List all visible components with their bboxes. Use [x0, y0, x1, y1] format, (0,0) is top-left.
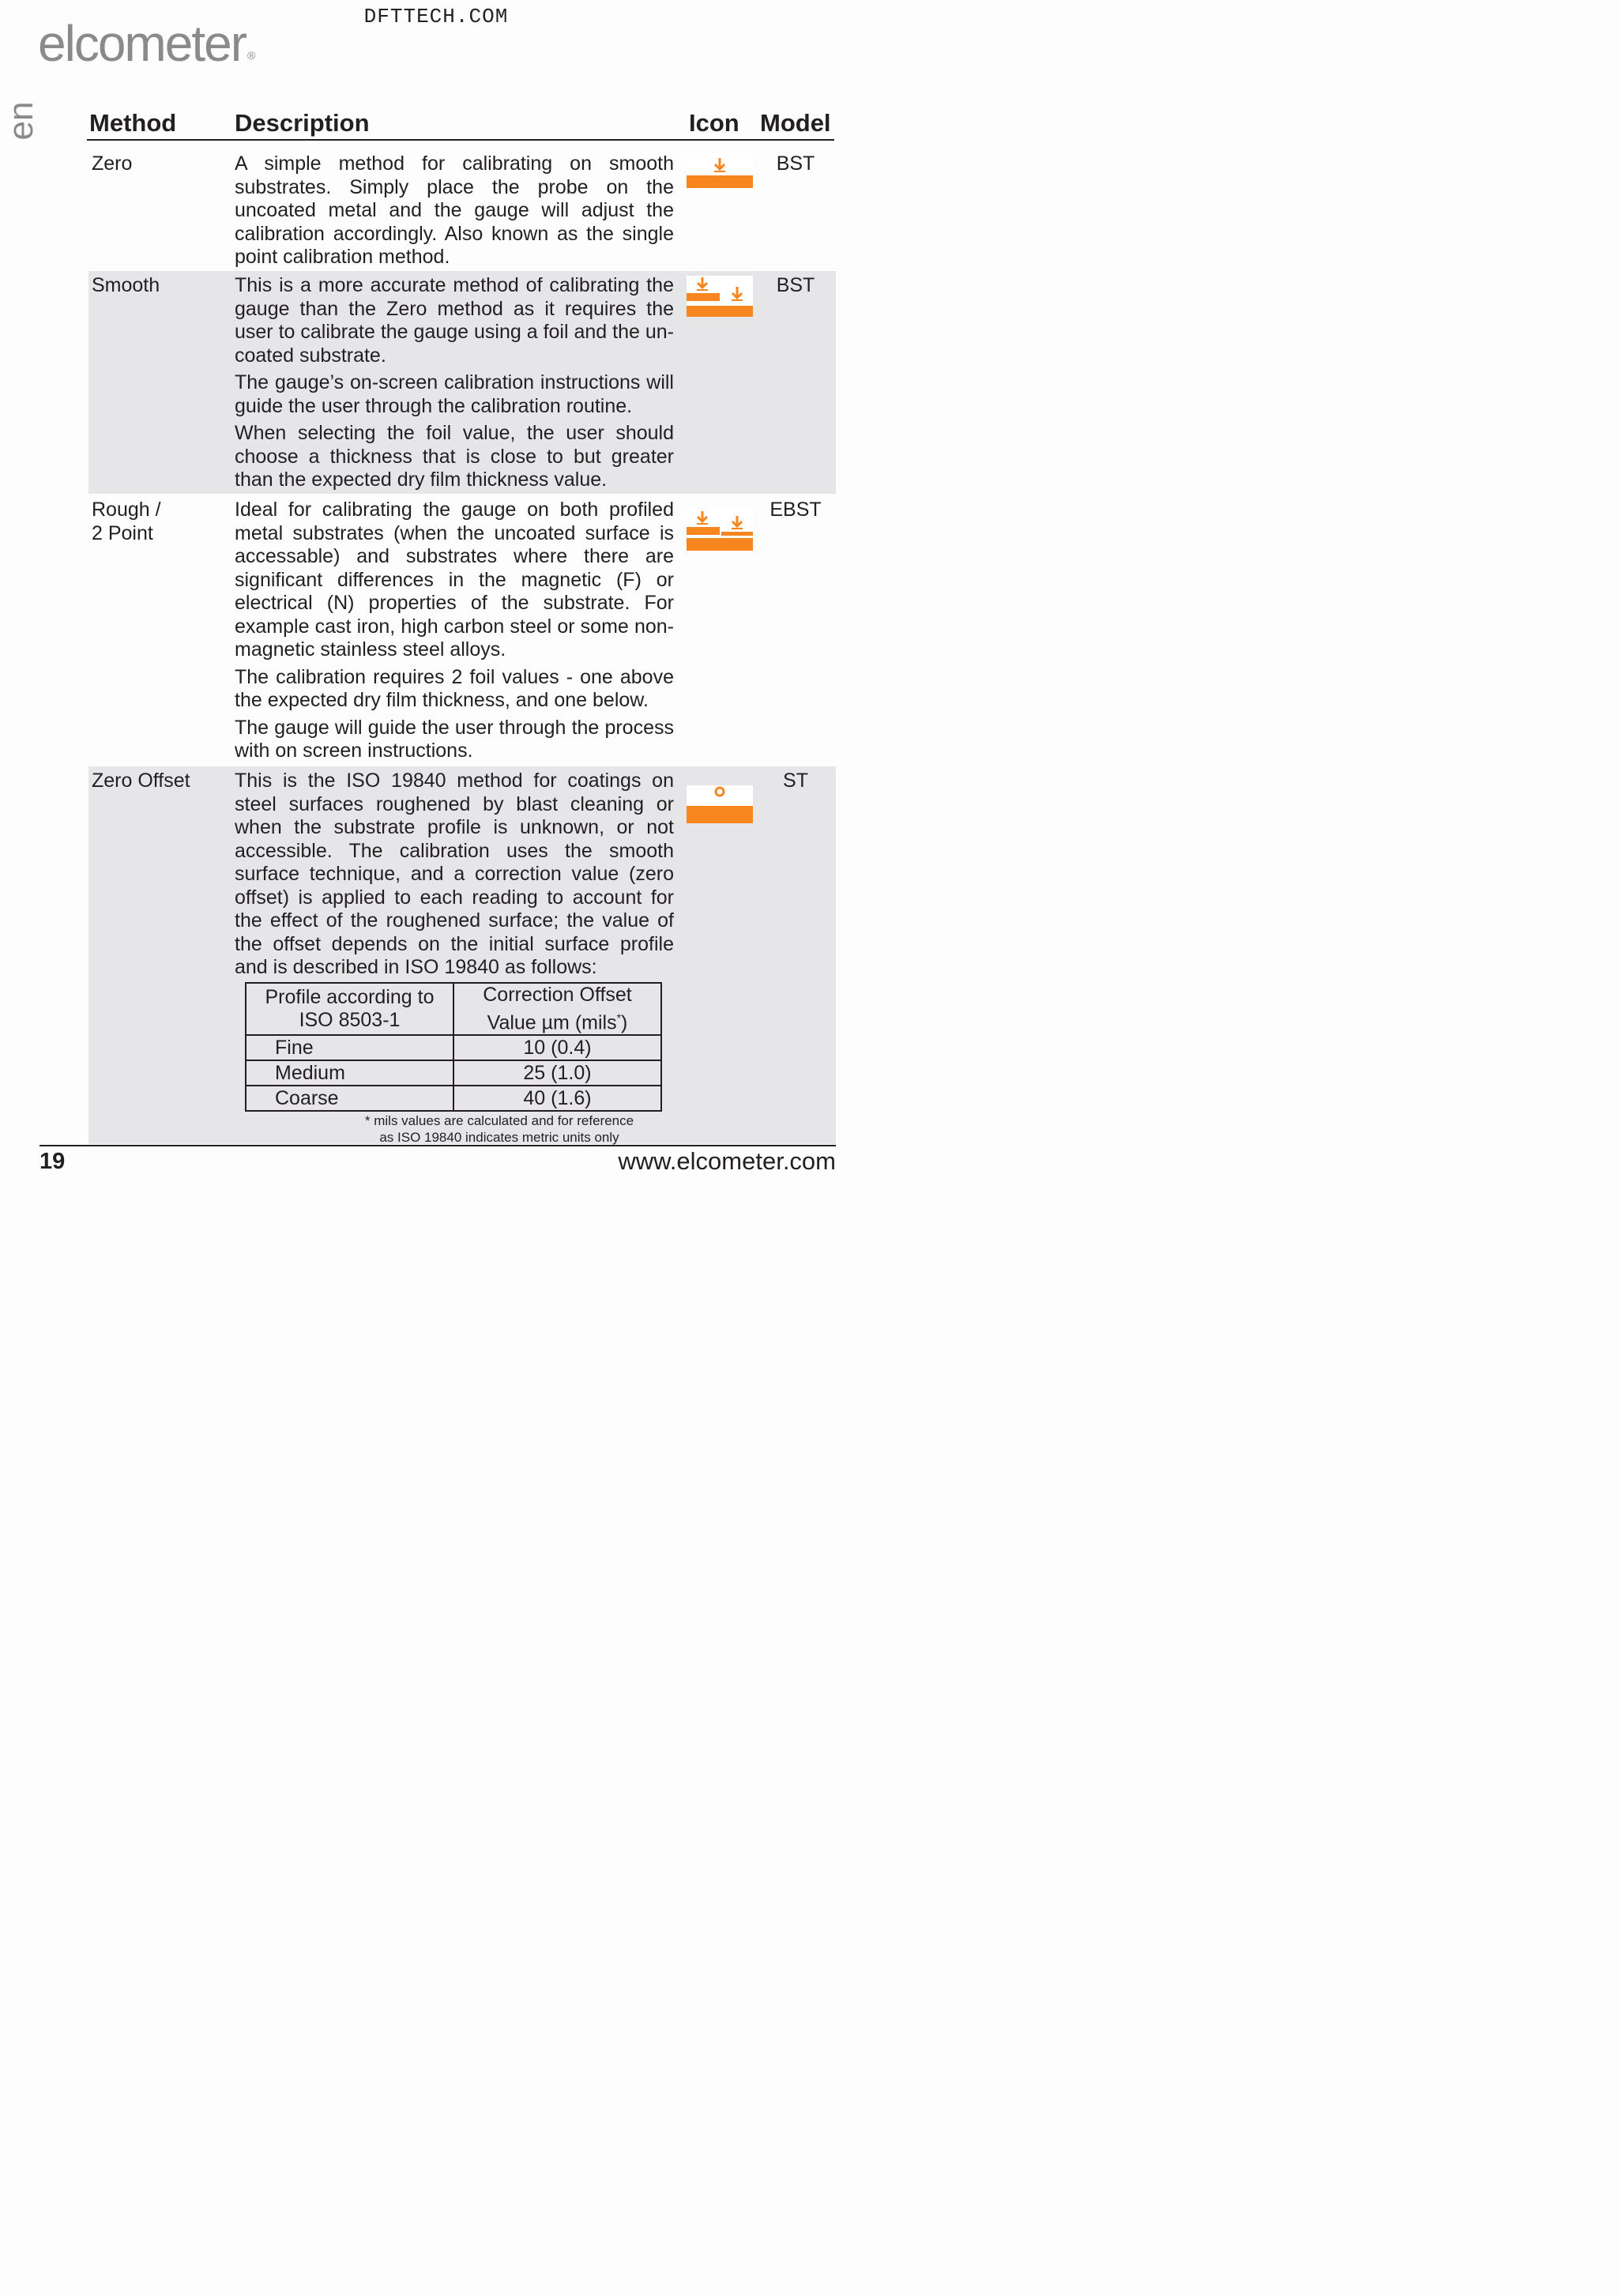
- method-row-rough-2-point: [88, 495, 836, 764]
- smooth-calibration-icon: [687, 276, 753, 317]
- method-description: A simple method for calibrating on smooth substrates. Simply place the probe on the uncoated metal and the gauge will adjust the calibration accordingly. Also known as the single point calibration method.: [235, 152, 674, 268]
- table-header: [87, 107, 834, 141]
- profile-cell: Medium: [246, 1060, 453, 1086]
- profile-cell: Coarse: [246, 1086, 453, 1111]
- zero-offset-calibration-icon: [687, 785, 753, 823]
- method-name: Zero: [92, 152, 133, 175]
- profile-header: Profile according to ISO 8503-1: [246, 983, 453, 1035]
- watermark: DFTTECH.COM: [363, 5, 509, 28]
- header-description: Description: [235, 109, 370, 137]
- method-description: This is the ISO 19840 method for coatings on steel surfaces roughened by blast cleaning or when the substrate profile is unknown, or not accessible. The calibration uses the smooth surface technique, and a correction value (zero offset) is applied to each reading to account for the effect of the roughened surface; the value of the offset depends on the initial surface profile and is described in ISO 19840 as follows:: [235, 770, 674, 978]
- model-code: BST: [776, 274, 815, 296]
- header-method: Method: [89, 109, 177, 137]
- offset-footnote: * mils values are calculated and for reference as ISO 19840 indicates metric units only: [364, 1113, 634, 1145]
- model-code: EBST: [769, 499, 822, 521]
- method-description: This is a more accurate method of calibrating the gauge than the Zero method as it requires the user to calibrate the gauge using a foil and the un-coated substrate. The gauge’s on-screen calibration instructions will guide the user through the calibration routine. When selecting the foil value, the user should choose a thickness that is close to but greater than the expected dry film thickness value.: [235, 274, 674, 491]
- offset-table-header: [246, 983, 661, 1035]
- correction-header: Correction Offset Value µm (mils*): [453, 983, 661, 1035]
- model-code: ST: [783, 770, 808, 792]
- footer-divider: [40, 1145, 836, 1146]
- method-row-zero: [88, 150, 836, 270]
- header-icon: Icon: [689, 109, 739, 137]
- zero-offset-table: [245, 982, 662, 1112]
- website-url: www.elcometer.com: [618, 1147, 836, 1175]
- zero-calibration-icon: [687, 153, 753, 188]
- method-row-smooth: [88, 271, 836, 494]
- offset-value-cell: 40 (1.6): [453, 1086, 661, 1111]
- elcometer-logo: elcometer ®: [38, 15, 256, 72]
- model-code: BST: [776, 152, 815, 175]
- page-number: 19: [40, 1149, 66, 1174]
- method-name: Smooth: [92, 274, 160, 296]
- method-name: Zero Offset: [92, 770, 190, 792]
- language-tab: en: [2, 101, 40, 141]
- offset-value-cell: 25 (1.0): [453, 1060, 661, 1086]
- table-row: [246, 1086, 661, 1111]
- profile-cell: Fine: [246, 1035, 453, 1060]
- table-row: [246, 1035, 661, 1060]
- header-model: Model: [760, 109, 831, 137]
- offset-value-cell: 10 (0.4): [453, 1035, 661, 1060]
- method-description: Ideal for calibrating the gauge on both profiled metal substrates (when the uncoated surface is accessable) and substrates where there are significant differences in the magnetic (F) or electrical (N) properties of the substrate. For example cast iron, high carbon steel or some non-magnetic stainless steel alloys. The calibration requires 2 foil values - one above the expected dry film thickness, and one below. The gauge will guide the user through the process with on screen instructions.: [235, 499, 674, 762]
- rough-2-point-calibration-icon: [687, 510, 753, 551]
- method-name: Rough / 2 Point: [92, 499, 161, 544]
- method-row-zero-offset: [88, 766, 836, 1144]
- table-row: [246, 1060, 661, 1086]
